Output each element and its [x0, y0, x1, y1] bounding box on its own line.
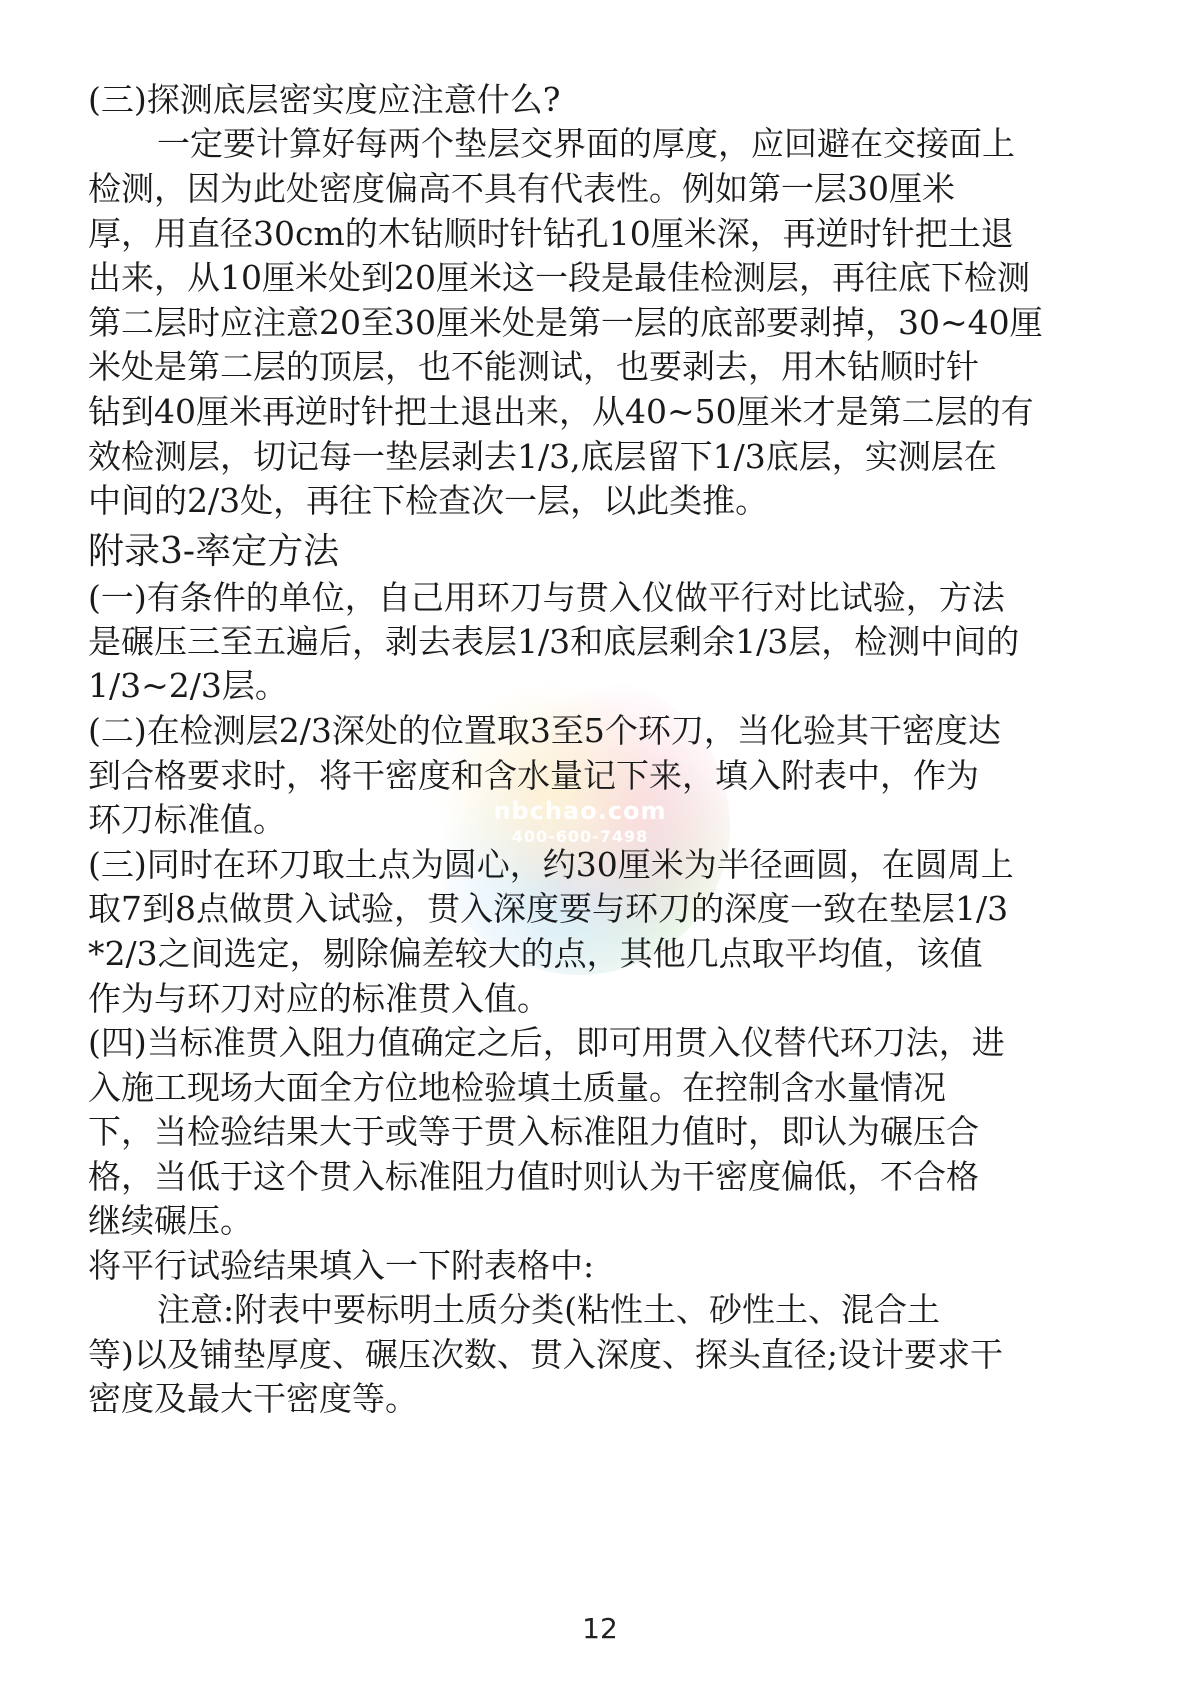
- paragraph-line: 下，当检验结果大于或等于贯入标准阻力值时，即认为碾压合: [88, 1112, 979, 1151]
- paragraph-line: 钻到40厘米再逆时针把土退出来，从40~50厘米才是第二层的有: [88, 392, 1034, 431]
- note-line: 等)以及铺垫厚度、碾压次数、贯入深度、探头直径;设计要求干: [88, 1335, 1003, 1374]
- note-line: 注意:附表中要标明土质分类(粘性土、砂性土、混合土: [157, 1290, 940, 1329]
- paragraph-line: (四)当标准贯入阻力值确定之后，即可用贯入仪替代环刀法，进: [88, 1023, 1005, 1062]
- paragraph-line: (三)同时在环刀取土点为圆心，约30厘米为半径画圆，在圆周上: [88, 845, 1014, 884]
- paragraph-line: 取7到8点做贯入试验，贯入深度要与环刀的深度一致在垫层1/3: [88, 889, 1009, 928]
- paragraph-line: 环刀标准值。: [88, 800, 286, 839]
- paragraph-line: 中间的2/3处，再往下检查次一层，以此类推。: [88, 481, 769, 520]
- section-3-question: (三)探测底层密实度应注意什么?: [88, 80, 561, 119]
- paragraph-line: 1/3~2/3层。: [88, 666, 288, 705]
- note-line: 密度及最大干密度等。: [88, 1379, 418, 1418]
- paragraph-line: *2/3之间选定，剔除偏差较大的点，其他几点取平均值，该值: [88, 934, 983, 973]
- paragraph-line: 第二层时应注意20至30厘米处是第一层的底部要剥掉，30~40厘: [88, 303, 1043, 342]
- paragraph-line: (二)在检测层2/3深处的位置取3至5个环刀，当化验其干密度达: [88, 711, 1001, 750]
- paragraph-line: 到合格要求时，将干密度和含水量记下来，填入附表中，作为: [88, 756, 979, 795]
- paragraph-line: 出来，从10厘米处到20厘米这一段是最佳检测层，再往底下检测: [88, 258, 1030, 297]
- paragraph-line: 厚，用直径30cm的木钻顺时针钻孔10厘米深，再逆时针把土退: [88, 214, 1014, 253]
- paragraph-line: 检测，因为此处密度偏高不具有代表性。例如第一层30厘米: [88, 169, 955, 208]
- paragraph-line: 一定要计算好每两个垫层交界面的厚度，应回避在交接面上: [157, 124, 1015, 163]
- page-number: 12: [582, 1612, 618, 1645]
- watermark-site: nbchao.com: [493, 797, 667, 825]
- paragraph-line: 效检测层，切记每一垫层剥去1/3,底层留下1/3底层，实测层在: [88, 437, 997, 476]
- paragraph-line: 格，当低于这个贯入标准阻力值时则认为干密度偏低，不合格: [88, 1157, 979, 1196]
- appendix-heading: 附录3-率定方法: [88, 531, 340, 572]
- paragraph-line: 入施工现场大面全方位地检验填土质量。在控制含水量情况: [88, 1068, 946, 1107]
- watermark-phone: 400-600-7498: [511, 827, 649, 846]
- paragraph-line: (一)有条件的单位，自己用环刀与贯入仪做平行对比试验，方法: [88, 578, 1005, 617]
- paragraph-line: 作为与环刀对应的标准贯入值。: [88, 979, 550, 1018]
- paragraph-line: 是碾压三至五遍后，剥去表层1/3和底层剩余1/3层，检测中间的: [88, 622, 1020, 661]
- paragraph-line: 继续碾压。: [88, 1201, 253, 1240]
- paragraph-line: 米处是第二层的顶层，也不能测试，也要剥去，用木钻顺时针: [88, 347, 979, 386]
- paragraph-line: 将平行试验结果填入一下附表格中:: [88, 1246, 595, 1285]
